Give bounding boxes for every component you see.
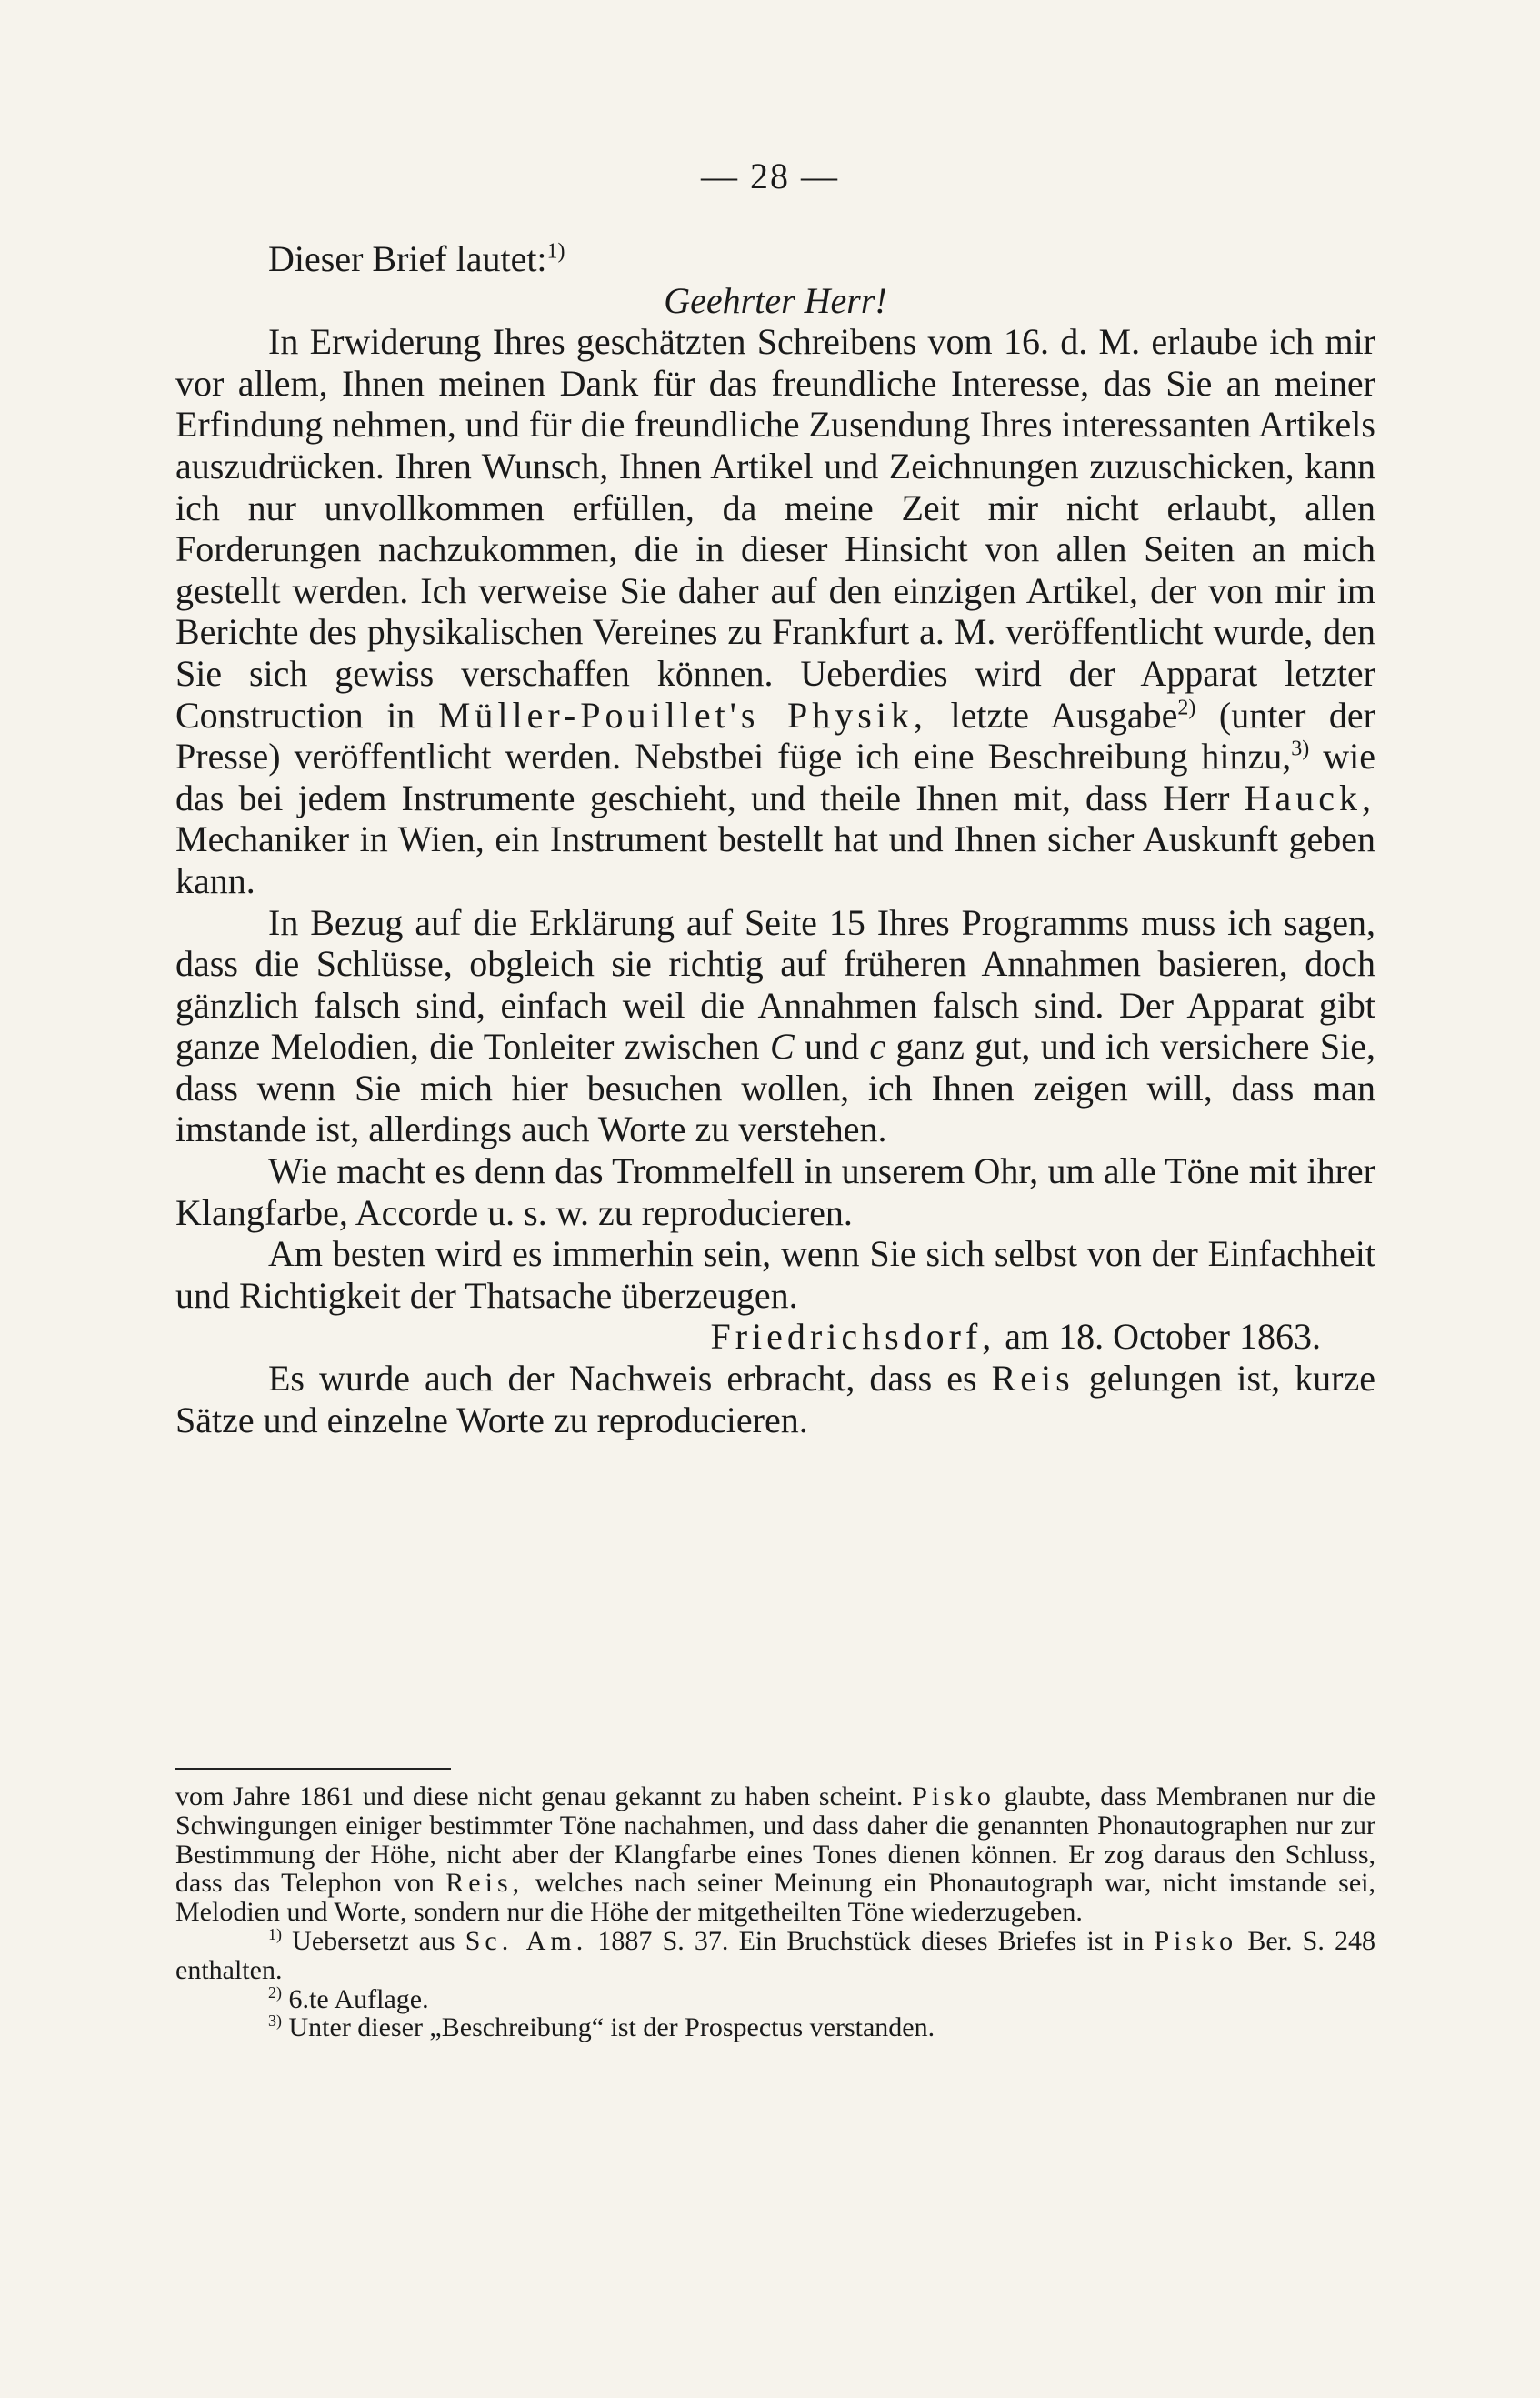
- page-number: — 28 —: [701, 156, 839, 196]
- letter-paragraph-3: Wie macht es denn das Trommelfell in unserem Ohr, um alle Töne mit ihrer Klangfarbe, Accorde u. s. w. zu reproducieren.: [175, 1150, 1375, 1233]
- letter-paragraph-1: [175, 321, 1375, 901]
- letter-paragraph-2: [175, 902, 1375, 1151]
- footnote-ref-2: 2): [1177, 696, 1196, 720]
- para2-text-c: ganz gut, und ich versichere Sie, dass wenn Sie mich hier besuchen wollen, ich Ihnen zeigen will, dass man imstande ist, allerdings auch Worte zu verstehen.: [175, 1026, 1375, 1150]
- footnote-3: [175, 2013, 1375, 2042]
- footnote-2: [175, 1982, 1375, 2014]
- closing-text-a: Es wurde auch der Nachweis erbracht, dass es: [268, 1358, 992, 1400]
- footnote-continuation: [175, 1782, 1375, 1927]
- main-text: [175, 238, 1375, 1440]
- footnote-1-mark: 1): [268, 1924, 282, 1943]
- salutation: Geehrter Herr!: [664, 279, 887, 321]
- footnote-1-text-a: Uebersetzt aus: [282, 1925, 465, 1956]
- footnote-2-mark: 2): [268, 1982, 282, 2002]
- footnote-2-text: 6.te Auflage.: [282, 1983, 429, 2014]
- footnote-1-text-c: Ber. S. 248 enthalten.: [175, 1925, 1375, 1985]
- person-name-pisko: Pisko: [912, 1781, 995, 1811]
- para1-text-e: Mechaniker in Wien, ein Instrument bestellt hat und Ihnen sicher Auskunft geben kann.: [175, 818, 1375, 901]
- para1-text-b: letzte Ausgabe: [926, 694, 1178, 736]
- para2-text-a: In Bezug auf die Erklärung auf Seite 15 Ihres Programms muss ich sagen, dass die Schlüsse, obgleich sie richtig auf früheren Annahmen basieren, doch gänzlich falsch sind, einfach weil die Annahmen falsch sind. Der Apparat gibt ganze Melodien, die Tonleiter zwischen: [175, 901, 1375, 1068]
- date-rest: am 18. October 1863.: [995, 1316, 1321, 1358]
- person-name-pisko-note: Pisko: [1154, 1925, 1238, 1956]
- letter-paragraph-4: Am besten wird es immerhin sein, wenn Sie sich selbst von der Einfachheit und Richtigkeit der Thatsache überzeugen.: [175, 1233, 1375, 1316]
- note-C: C: [769, 1026, 795, 1068]
- para2-text-b: und: [794, 1026, 870, 1068]
- para1-text-a: In Erwiderung Ihres geschätzten Schreibens vom 16. d. M. erlaube ich mir vor allem, Ihnen meinen Dank für das freundliche Interesse, das Sie an meiner Erfindung nehmen, und für die freundliche Zusendung Ihres interessanten Artikels auszudrücken. Ihren Wunsch, Ihnen Artikel und Zeichnungen zuzuschicken, kann ich nur unvollkommen erfüllen, da meine Zeit mir nicht erlaubt, allen Forderungen nachzukommen, die in dieser Hinsicht von allen Seiten an mich gestellt werden. Ich verweise Sie daher auf den einzigen Artikel, der von mir im Berichte des physikalischen Vereines zu Frankfurt a. M. veröffentlicht wurde, den Sie sich gewiss verschaffen können. Ueberdies wird der Apparat letzter Construction in: [175, 321, 1375, 736]
- note-c: c: [869, 1026, 886, 1068]
- closing-text-b: gelungen ist, kurze Sätze und einzelne Worte zu reproducieren.: [175, 1358, 1375, 1440]
- footnotes: [175, 1782, 1375, 2042]
- cont-text-b: glaubte, dass Membranen nur die Schwingungen einiger bestimmter Töne nachahmen, und dass daher die genannten Phonautographen nur zur Bestimmung der Höhe, nicht aber der Klangfarbe eines Tones dienen können. Er zog daraus den Schluss, dass das Telephon von: [175, 1781, 1375, 1899]
- para1-text-c: (unter der Presse) veröffentlicht werden. Nebstbei füge ich eine Beschreibung hinzu,: [175, 694, 1375, 778]
- footnote-ref-3: 3): [1291, 737, 1310, 761]
- source-abbrev: Sc. Am.: [465, 1925, 588, 1956]
- cont-text-c: welches nach seiner Meinung ein Phonautograph war, nicht imstande sei, Melodien und Worte, sondern nur die Höhe der mitgetheilten Töne wiederzugeben.: [175, 1868, 1375, 1928]
- person-name-reis-note: Reis,: [445, 1868, 525, 1899]
- footnote-divider: [175, 1768, 451, 1770]
- footnote-1-text-b: 1887 S. 37. Ein Bruchstück dieses Briefes ist in: [587, 1925, 1155, 1956]
- person-name-hauck: Hauck,: [1244, 777, 1375, 818]
- footnote-ref-1: 1): [546, 239, 565, 264]
- person-name-reis: Reis: [991, 1358, 1075, 1400]
- footnote-1: [175, 1924, 1375, 1985]
- date-line: [175, 1316, 1375, 1358]
- intro-text: Dieser Brief lautet:: [268, 238, 547, 279]
- cont-text-a: vom Jahre 1861 und diese nicht genau gekannt zu haben scheint.: [175, 1781, 913, 1811]
- letter-intro: [175, 238, 1375, 280]
- closing-paragraph: [175, 1358, 1375, 1440]
- footnote-3-text: Unter dieser „Beschreibung“ ist der Prospectus verstanden.: [282, 2012, 935, 2043]
- date-place: Friedrichsdorf,: [710, 1316, 996, 1358]
- book-title: Müller-Pouillet's Physik,: [437, 694, 927, 736]
- para1-text-d: wie das bei jedem Instrumente geschieht, und theile Ihnen mit, dass Herr: [175, 736, 1375, 818]
- footnote-3-mark: 3): [268, 2012, 282, 2031]
